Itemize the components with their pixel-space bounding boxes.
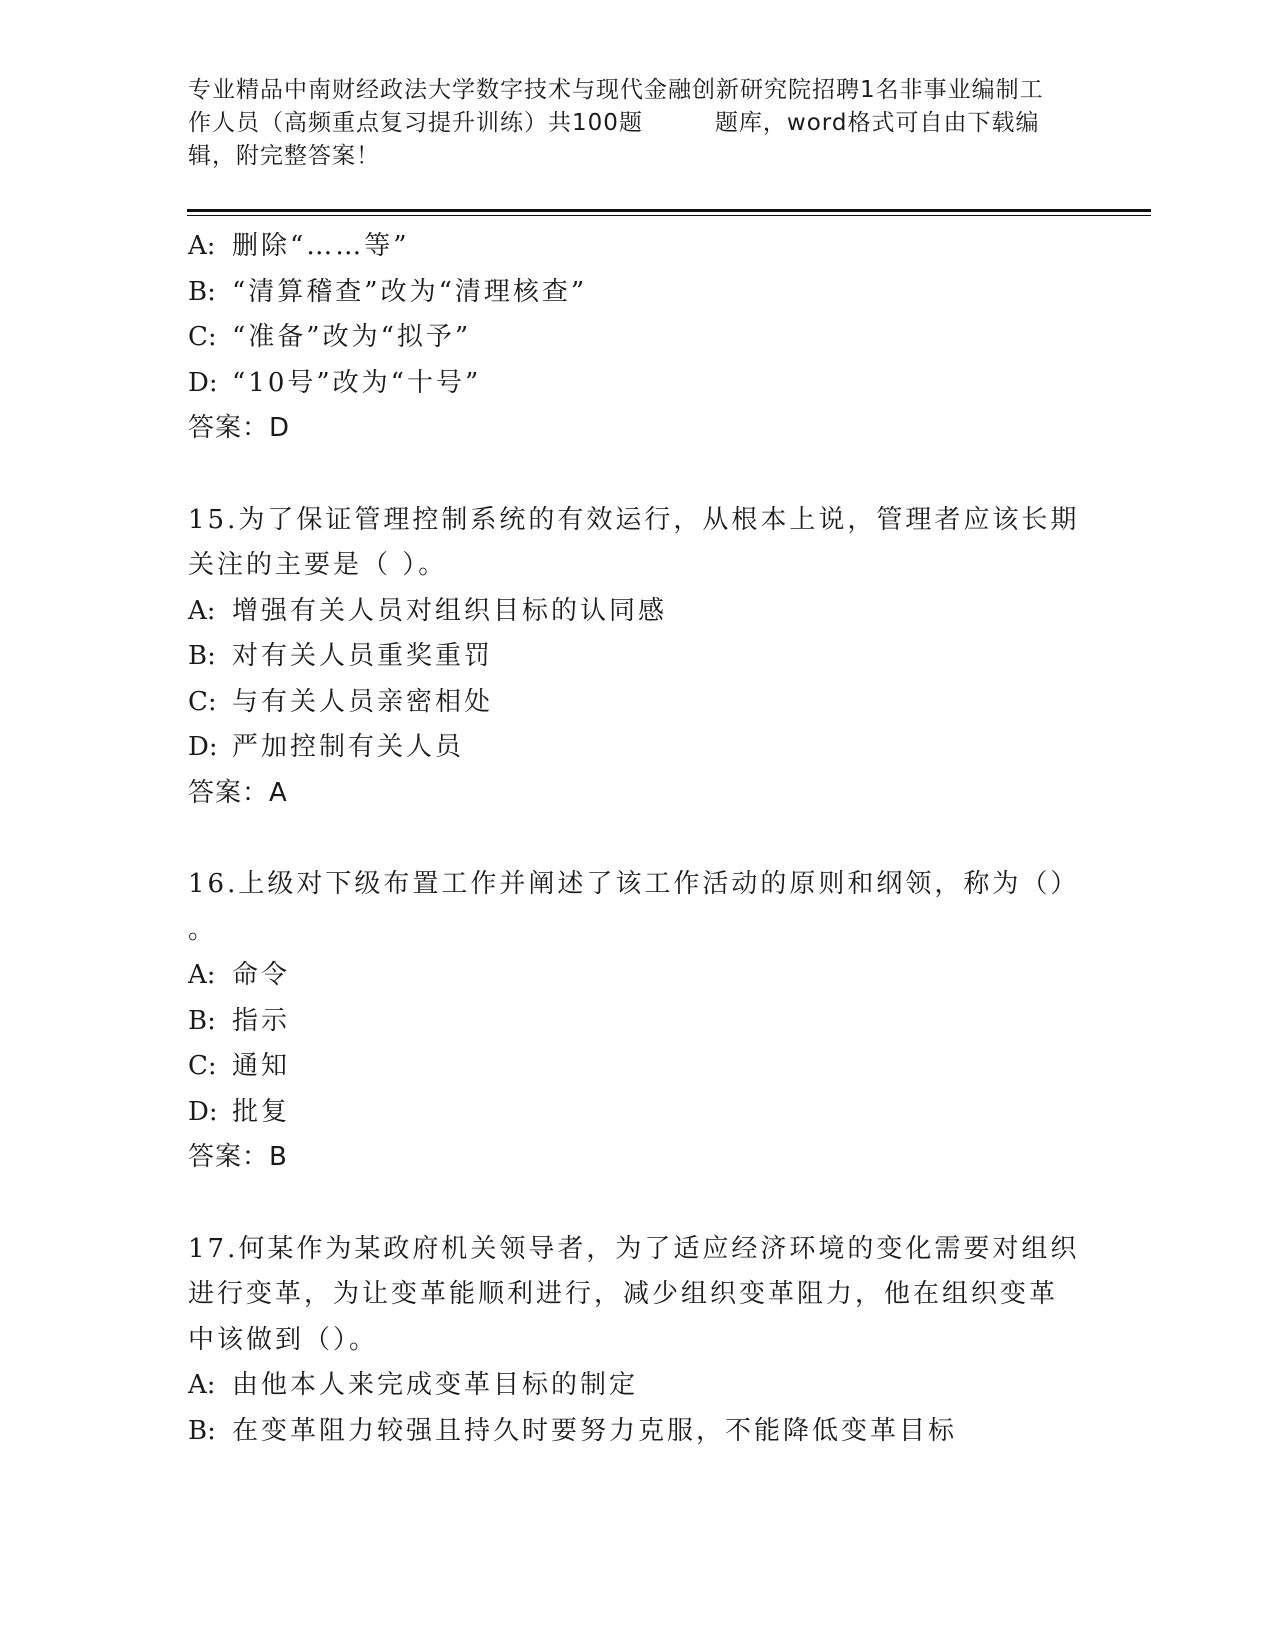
question-stem-line-1: 15.为了保证管理控制系统的有效运行，从根本上说，管理者应该长期 <box>188 504 1080 535</box>
question-stem-line-1: 16.上级对下级布置工作并阐述了该工作活动的原则和纲领，称为（） <box>188 869 1080 899</box>
prev-question <box>188 224 1088 452</box>
option-d: D: “10号”改为“十号” <box>188 367 482 398</box>
answer: 答案：B <box>188 1142 288 1172</box>
document-header <box>188 74 1088 173</box>
header-divider-thin <box>187 215 1151 216</box>
header-line-1: 专业精品中南财经政法大学数字技术与现代金融创新研究院招聘1名非事业编制工 <box>188 77 1044 103</box>
header-divider-thick <box>187 209 1151 212</box>
option-a: A: 由他本人来完成变革目标的制定 <box>188 1370 639 1400</box>
header-line-2a: 作人员（高频重点复习提升训练）共100题 <box>188 110 643 136</box>
option-b: B: 在变革阻力较强且持久时要努力克服，不能降低变革目标 <box>188 1415 958 1446</box>
option-a: A: 命令 <box>188 960 291 990</box>
option-c: C: 与有关人员亲密相处 <box>188 686 494 717</box>
question-stem-line-2: 关注的主要是（ ）。 <box>188 550 448 580</box>
option-d: D: 严加控制有关人员 <box>188 732 465 762</box>
header-line-2b: 题库，word格式可自由下载编 <box>714 110 1040 136</box>
option-a: A: 增强有关人员对组织目标的认同感 <box>188 595 668 626</box>
option-c: C: 通知 <box>188 1051 291 1081</box>
question-stem-line-1: 17.何某作为某政府机关领导者，为了适应经济环境的变化需要对组织 <box>188 1233 1080 1264</box>
answer: 答案：D <box>188 413 291 443</box>
header-line-2 <box>188 107 1088 140</box>
question-17 <box>188 1227 1088 1455</box>
option-b: B: 指示 <box>188 1005 291 1036</box>
question-stem-line-2: 进行变革，为让变革能顺利进行，减少组织变革阻力，他在组织变革 <box>188 1279 1059 1309</box>
option-d: D: 批复 <box>188 1096 291 1127</box>
option-b: B: “清算稽查”改为“清理核查” <box>188 276 588 307</box>
question-16 <box>188 862 1088 1181</box>
question-content <box>188 224 1088 1454</box>
question-15 <box>188 498 1088 817</box>
header-line-3: 辑，附完整答案！ <box>188 143 380 169</box>
answer: 答案：A <box>188 777 288 808</box>
option-c: C: “准备”改为“拟予” <box>188 322 472 352</box>
option-b: B: 对有关人员重奖重罚 <box>188 641 494 671</box>
question-stem-line-2: 。 <box>188 914 218 945</box>
question-stem-line-3: 中该做到（）。 <box>188 1324 379 1355</box>
option-a: A: 删除“……等” <box>188 231 410 261</box>
